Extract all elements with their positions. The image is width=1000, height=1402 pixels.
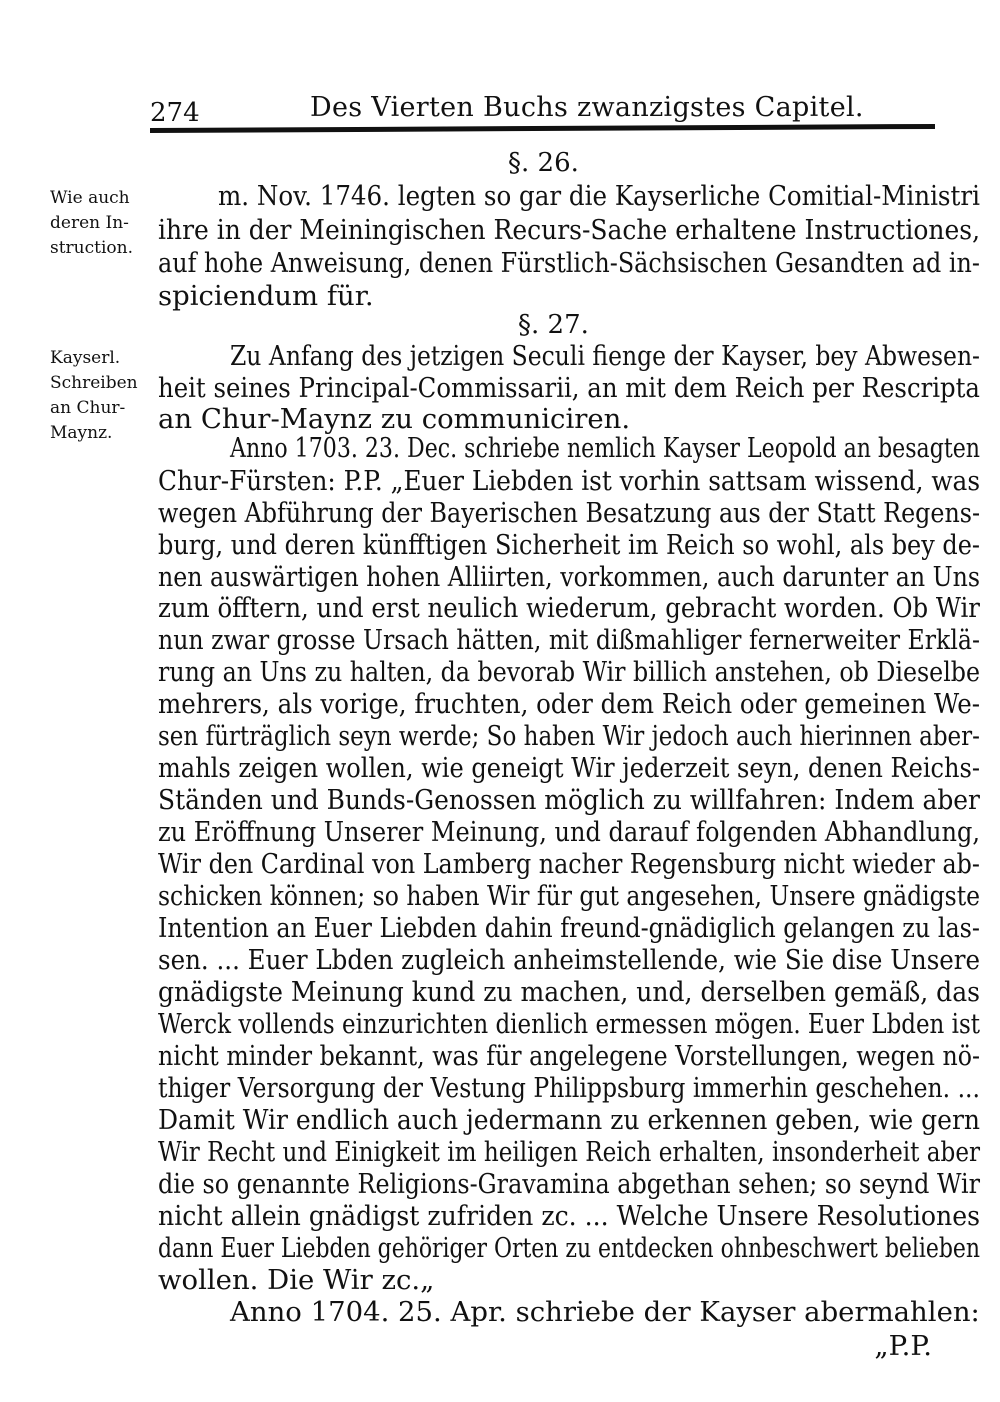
text-line: mehrers, als vorige, fruchten, oder dem Reich oder gemeinen We- <box>158 688 981 720</box>
text-line: Ständen und Bunds-Genossen möglich zu willfahren: Indem aber <box>158 784 980 816</box>
text-line: dann Euer Liebden gehöriger Orten zu entdecken ohnbeschwert belieben <box>158 1232 981 1264</box>
section-heading-27: §. 27. <box>518 310 589 340</box>
text-line: nicht allein gnädigst zufriden zc. ... Welche Unsere Resolutiones <box>158 1200 980 1232</box>
text-line: spiciendum für. <box>158 280 374 312</box>
text-line: Anno 1703. 23. Dec. schriebe nemlich Kayser Leopold an besagten <box>230 432 980 464</box>
text-line: sen. ... Euer Lbden zugleich anheimstellende, wie Sie dise Unsere <box>158 944 981 976</box>
margin-note-27 <box>50 346 138 446</box>
text-line: sen fürträglich seyn werde; So haben Wir jedoch auch hierinnen aber- <box>158 720 980 752</box>
text-line: Anno 1704. 25. Apr. schriebe der Kayser abermahlen: <box>230 1296 980 1328</box>
text-line: Werck vollends einzurichten dienlich ermessen mögen. Euer Lbden ist <box>158 1008 981 1040</box>
header-rule <box>150 124 935 133</box>
text-line: gnädigste Meinung kund zu machen, und, derselben gemäß, das <box>158 976 980 1008</box>
text-line: zu Eröffnung Unserer Meinung, und darauf folgenden Abhandlung, <box>158 816 980 848</box>
text-line: heit seines Principal-Commissarii, an mit dem Reich per Rescripta <box>158 372 980 404</box>
text-line: burg, und deren künfftigen Sicherheit im Reich so wohl, als bey de- <box>158 529 980 561</box>
section-heading-26: §. 26. <box>508 148 579 178</box>
page-number: 274 <box>150 98 200 128</box>
margin-note-line: Kayserl. <box>50 348 121 368</box>
text-line: wegen Abführung der Bayerischen Besatzung aus der Statt Regens- <box>158 497 981 529</box>
text-line: Wir den Cardinal von Lamberg nacher Regensburg nicht wieder ab- <box>158 848 980 880</box>
text-line: mahls zeigen wollen, wie geneigt Wir jederzeit seyn, denen Reichs- <box>158 752 981 784</box>
text-line: Chur-Fürsten: P.P. „Euer Liebden ist vorhin sattsam wissend, was <box>158 465 981 497</box>
margin-note-26 <box>50 186 133 261</box>
text-line: Damit Wir endlich auch jedermann zu erkennen geben, wie gern <box>158 1104 981 1136</box>
text-line: wollen. Die Wir zc.„ <box>158 1264 435 1296</box>
catchword: „P.P. <box>874 1330 932 1362</box>
margin-note-line: Wie auch <box>50 188 130 208</box>
margin-note-line: deren In- <box>50 213 129 233</box>
text-line: Wir Recht und Einigkeit im heiligen Reich erhalten, insonderheit aber <box>158 1136 981 1168</box>
text-line: zum öfftern, und erst neulich wiederum, gebracht worden. Ob Wir <box>158 592 980 624</box>
text-line: nicht minder bekannt, was für angelegene Vorstellungen, wegen nö- <box>158 1040 981 1072</box>
text-line: ihre in der Meiningischen Recurs-Sache erhaltene Instructiones, <box>158 214 981 246</box>
running-head: Des Vierten Buchs zwanzigstes Capitel. <box>310 92 864 123</box>
text-line: thiger Versorgung der Vestung Philippsburg immerhin geschehen. ... <box>158 1072 980 1104</box>
text-line: nun zwar grosse Ursach hätten, mit dißmahliger fernerweiter Erklä- <box>158 624 980 656</box>
text-line: rung an Uns zu halten, da bevorab Wir billich anstehen, ob Dieselbe <box>158 656 980 688</box>
margin-note-line: Maynz. <box>50 423 113 443</box>
page-header <box>150 84 930 128</box>
text-line: auf hohe Anweisung, denen Fürstlich-Sächsischen Gesandten ad in- <box>158 247 980 279</box>
text-line: die so genannte Religions-Gravamina abgethan sehen; so seynd Wir <box>158 1168 981 1200</box>
text-line: an Chur-Maynz zu communiciren. <box>158 403 631 435</box>
text-line: schicken können; so haben Wir für gut angesehen, Unsere gnädigste <box>158 880 981 912</box>
text-line: Intention an Euer Liebden dahin freund-gnädiglich gelangen zu las- <box>158 912 980 944</box>
text-line: m. Nov. 1746. legten so gar die Kayserliche Comitial-Ministri <box>218 180 980 212</box>
text-line: Zu Anfang des jetzigen Seculi fienge der Kayser, bey Abwesen- <box>230 340 981 372</box>
margin-note-line: Schreiben <box>50 373 138 393</box>
text-line: nen auswärtigen hohen Alliirten, vorkommen, auch darunter an Uns <box>158 561 980 593</box>
margin-note-line: an Chur- <box>50 398 126 418</box>
margin-note-line: struction. <box>50 238 134 258</box>
